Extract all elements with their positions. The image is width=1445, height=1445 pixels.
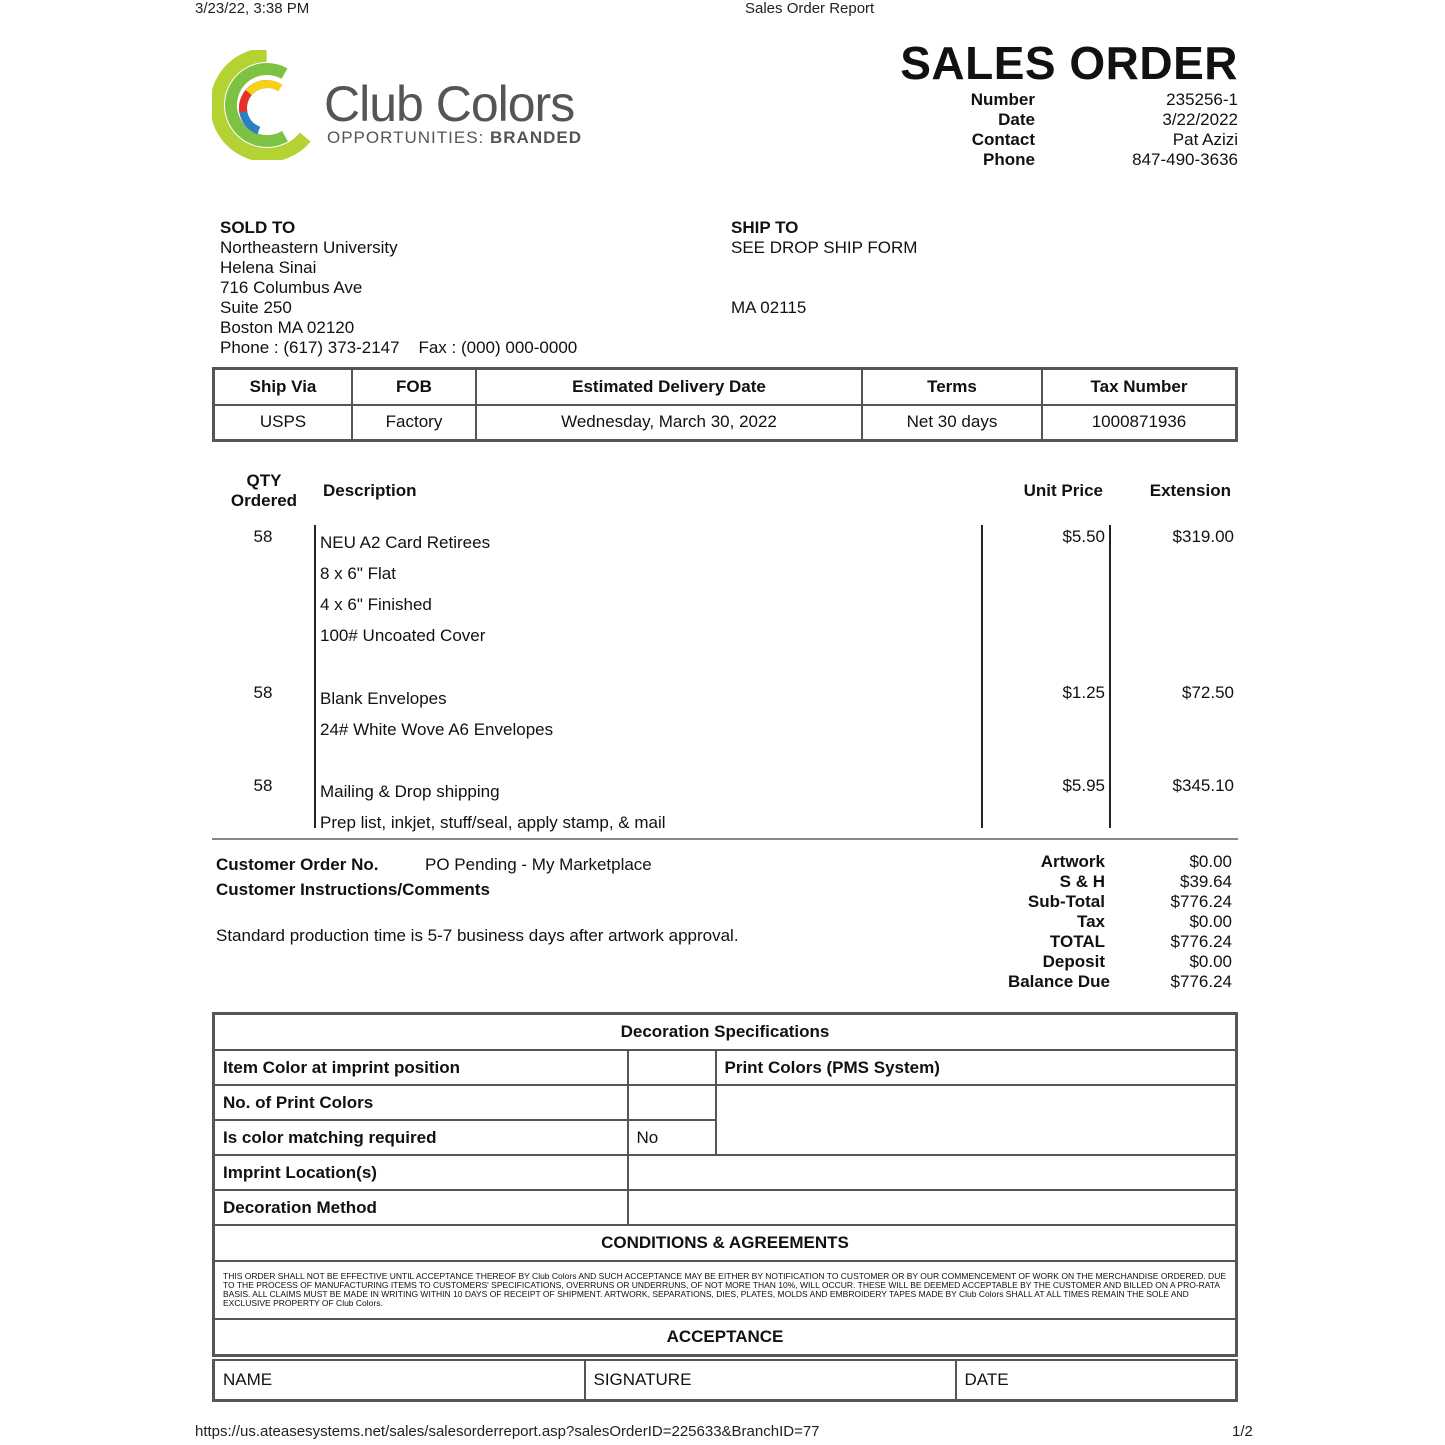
unit-price-header: Unit Price	[1023, 481, 1103, 500]
customer-comment: Standard production time is 5-7 business days after artwork approval.	[216, 926, 739, 945]
item-unit-price: $5.50	[1062, 527, 1105, 546]
item-description-line: 24# White Wove A6 Envelopes	[320, 720, 554, 739]
customer-instructions-label: Customer Instructions/Comments	[216, 880, 490, 899]
item-unit-price: $5.95	[1062, 776, 1105, 795]
acceptance-name-field: NAME	[214, 1360, 585, 1401]
sold-to-line: Suite 250	[220, 298, 292, 317]
item-extension: $319.00	[1172, 527, 1234, 546]
item-qty: 58	[253, 776, 273, 795]
order-info-value: Pat Azizi	[1172, 130, 1238, 149]
sold-to-line: 716 Columbus Ave	[220, 278, 363, 297]
imprint-location-label: Imprint Location(s)	[214, 1155, 628, 1190]
totals-row	[960, 972, 1232, 992]
num-print-colors-label: No. of Print Colors	[214, 1085, 628, 1120]
sold-to-heading: SOLD TO	[220, 218, 296, 237]
shipping-header-row	[214, 369, 1237, 405]
order-info-value: 847-490-3636	[1132, 150, 1238, 169]
totals-label: Sub-Total	[1027, 892, 1105, 911]
print-colors-pms-label: Print Colors (PMS System)	[716, 1050, 1237, 1085]
num-print-colors-value	[628, 1085, 716, 1120]
totals-label: Balance Due	[1007, 972, 1110, 991]
totals-label: Deposit	[1042, 952, 1105, 971]
order-info-label: Date	[998, 110, 1035, 129]
shipping-table	[212, 367, 1238, 442]
totals-row	[960, 872, 1232, 892]
club-colors-logo-icon	[212, 50, 322, 160]
decoration-row	[214, 1155, 1237, 1190]
item-color-label: Item Color at imprint position	[214, 1050, 628, 1085]
shipping-header-cell: Estimated Delivery Date	[476, 369, 862, 405]
totals-value: $0.00	[1189, 852, 1232, 871]
totals-label: TOTAL	[1049, 932, 1105, 951]
item-description	[320, 776, 666, 838]
ship-to-line: SEE DROP SHIP FORM	[731, 238, 918, 257]
item-description-line: 8 x 6" Flat	[320, 564, 396, 583]
shipping-value-cell: Net 30 days	[862, 405, 1042, 441]
imprint-location-value	[628, 1155, 1237, 1190]
sold-to-line: Northeastern University	[220, 238, 398, 257]
totals-value: $0.00	[1189, 912, 1232, 931]
acceptance-signature-field: SIGNATURE	[585, 1360, 956, 1401]
ship-to-block	[731, 218, 917, 258]
decoration-heading-row	[214, 1014, 1237, 1051]
shipping-value-cell: Wednesday, March 30, 2022	[476, 405, 862, 441]
document-title: SALES ORDER	[900, 37, 1238, 89]
item-description-line: Blank Envelopes	[320, 689, 447, 708]
unit-price-left-rule	[981, 525, 983, 828]
decoration-heading: Decoration Specifications	[214, 1014, 1237, 1051]
order-info-row	[900, 110, 1238, 130]
totals-row	[960, 892, 1232, 912]
acceptance-table	[212, 1359, 1238, 1402]
totals-block	[960, 852, 1232, 992]
customer-order-no-label: Customer Order No.	[216, 855, 379, 874]
conditions-heading-row	[214, 1225, 1237, 1261]
sold-to-line: Helena Sinai	[220, 258, 317, 277]
tagline-part-b: BRANDED	[490, 128, 582, 147]
decoration-row	[214, 1190, 1237, 1225]
totals-row	[960, 852, 1232, 872]
totals-value: $0.00	[1189, 952, 1232, 971]
item-extension: $345.10	[1172, 776, 1234, 795]
totals-row	[960, 952, 1232, 972]
color-matching-value: No	[628, 1120, 716, 1155]
item-description	[320, 527, 490, 651]
totals-row	[960, 912, 1232, 932]
shipping-header-cell: Terms	[862, 369, 1042, 405]
items-divider	[212, 838, 1238, 840]
item-qty: 58	[253, 683, 273, 702]
brand-tagline	[327, 128, 582, 148]
print-datetime: 3/23/22, 3:38 PM	[195, 0, 310, 17]
decoration-specs-table	[212, 1012, 1238, 1357]
customer-order-no: PO Pending - My Marketplace	[425, 855, 652, 874]
order-info-row	[900, 130, 1238, 150]
sold-to-line: Phone : (617) 373-2147 Fax : (000) 000-0000	[220, 338, 578, 357]
totals-label: Artwork	[1040, 852, 1105, 871]
item-description	[320, 683, 553, 745]
item-unit-price: $1.25	[1062, 683, 1105, 702]
sold-to-block	[220, 218, 577, 358]
item-description-line: Mailing & Drop shipping	[320, 782, 500, 801]
acceptance-heading: ACCEPTANCE	[214, 1319, 1237, 1356]
item-description-line: Prep list, inkjet, stuff/seal, apply stamp, & mail	[320, 813, 666, 832]
decoration-method-value	[628, 1190, 1237, 1225]
totals-value: $776.24	[1170, 972, 1232, 991]
decoration-row	[214, 1050, 1237, 1085]
totals-label: Tax	[1076, 912, 1105, 931]
decoration-row	[214, 1085, 1237, 1120]
extension-left-rule	[1109, 525, 1111, 828]
item-description-line: 4 x 6" Finished	[320, 595, 432, 614]
conditions-heading: CONDITIONS & AGREEMENTS	[214, 1225, 1237, 1261]
conditions-text: THIS ORDER SHALL NOT BE EFFECTIVE UNTIL ACCEPTANCE THEREOF BY Club Colors AND SUCH ACCEPTANCE MAY BE EITHER BY NOTIFICATION TO CUSTOMER OR BY OUR COMMENCEMENT OF WORK ON THE MERCHANDISE ORDERED. DUE TO THE PROCESS OF MANUFACTURING ITEMS TO CUSTOMERS' SPECIFICATIONS, OVERRUNS OR UNDERRUNS, OF NOT MORE THAN 10%, WILL OCCUR. THESE WILL BE DEEMED ACCEPTABLE BY THE CUSTOMER AND BILLED ON A PRO-RATA BASIS. ALL CLAIMS MUST BE MADE IN WRITING WITHIN 10 DAYS OF RECEIPT OF SHIPMENT. ARTWORK, SEPARATIONS, DIES, PLATES, MOLDS AND EMBROIDERY TAPES MADE BY Club Colors SHALL AT ALL TIMES REMAIN THE SOLE AND EXCLUSIVE PROPERTY OF Club Colors.	[214, 1261, 1237, 1319]
tagline-part-a: OPPORTUNITIES:	[327, 128, 485, 147]
brand-name: Club Colors	[324, 76, 575, 132]
shipping-header-cell: Tax Number	[1042, 369, 1237, 405]
description-left-rule	[314, 525, 316, 828]
shipping-value-cell: Factory	[352, 405, 476, 441]
shipping-value-row	[214, 405, 1237, 441]
order-info-label: Phone	[983, 150, 1035, 169]
item-description-line: NEU A2 Card Retirees	[320, 533, 491, 552]
item-extension: $72.50	[1182, 683, 1234, 702]
shipping-header-cell: FOB	[352, 369, 476, 405]
acceptance-heading-row	[214, 1319, 1237, 1356]
extension-header: Extension	[1149, 481, 1231, 500]
totals-value: $39.64	[1180, 872, 1232, 891]
item-description-line: 100# Uncoated Cover	[320, 626, 486, 645]
order-info-row	[900, 150, 1238, 170]
print-url: https://us.ateasesystems.net/sales/salesorderreport.asp?salesOrderID=225633&BranchID=77	[195, 1423, 820, 1440]
item-qty: 58	[253, 527, 273, 546]
ship-to-line: MA 02115	[731, 298, 807, 317]
print-page-title: Sales Order Report	[745, 0, 875, 17]
order-info-value: 3/22/2022	[1162, 110, 1238, 129]
totals-row	[960, 932, 1232, 952]
sold-to-line: Boston MA 02120	[220, 318, 355, 337]
color-matching-label: Is color matching required	[214, 1120, 628, 1155]
description-header: Description	[323, 481, 417, 500]
print-colors-pms-value	[716, 1085, 1237, 1155]
totals-value: $776.24	[1170, 932, 1232, 951]
order-info-value: 235256-1	[1166, 90, 1238, 109]
qty-ordered-header	[214, 471, 314, 511]
item-color-value	[628, 1050, 716, 1085]
qty-header-line: Ordered	[230, 491, 298, 510]
shipping-value-cell: USPS	[214, 405, 353, 441]
shipping-value-cell: 1000871936	[1042, 405, 1237, 441]
qty-header-line: QTY	[246, 471, 282, 490]
totals-label: S & H	[1059, 872, 1105, 891]
order-info	[900, 90, 1238, 170]
acceptance-date-field: DATE	[956, 1360, 1237, 1401]
order-info-row	[900, 90, 1238, 110]
order-info-label: Contact	[971, 130, 1035, 149]
order-info-label: Number	[970, 90, 1035, 109]
ship-to-heading: SHIP TO	[731, 218, 799, 237]
decoration-method-label: Decoration Method	[214, 1190, 628, 1225]
acceptance-row	[214, 1360, 1237, 1401]
conditions-text-row	[214, 1261, 1237, 1319]
print-page-number: 1/2	[1232, 1423, 1253, 1440]
totals-value: $776.24	[1170, 892, 1232, 911]
shipping-header-cell: Ship Via	[214, 369, 353, 405]
